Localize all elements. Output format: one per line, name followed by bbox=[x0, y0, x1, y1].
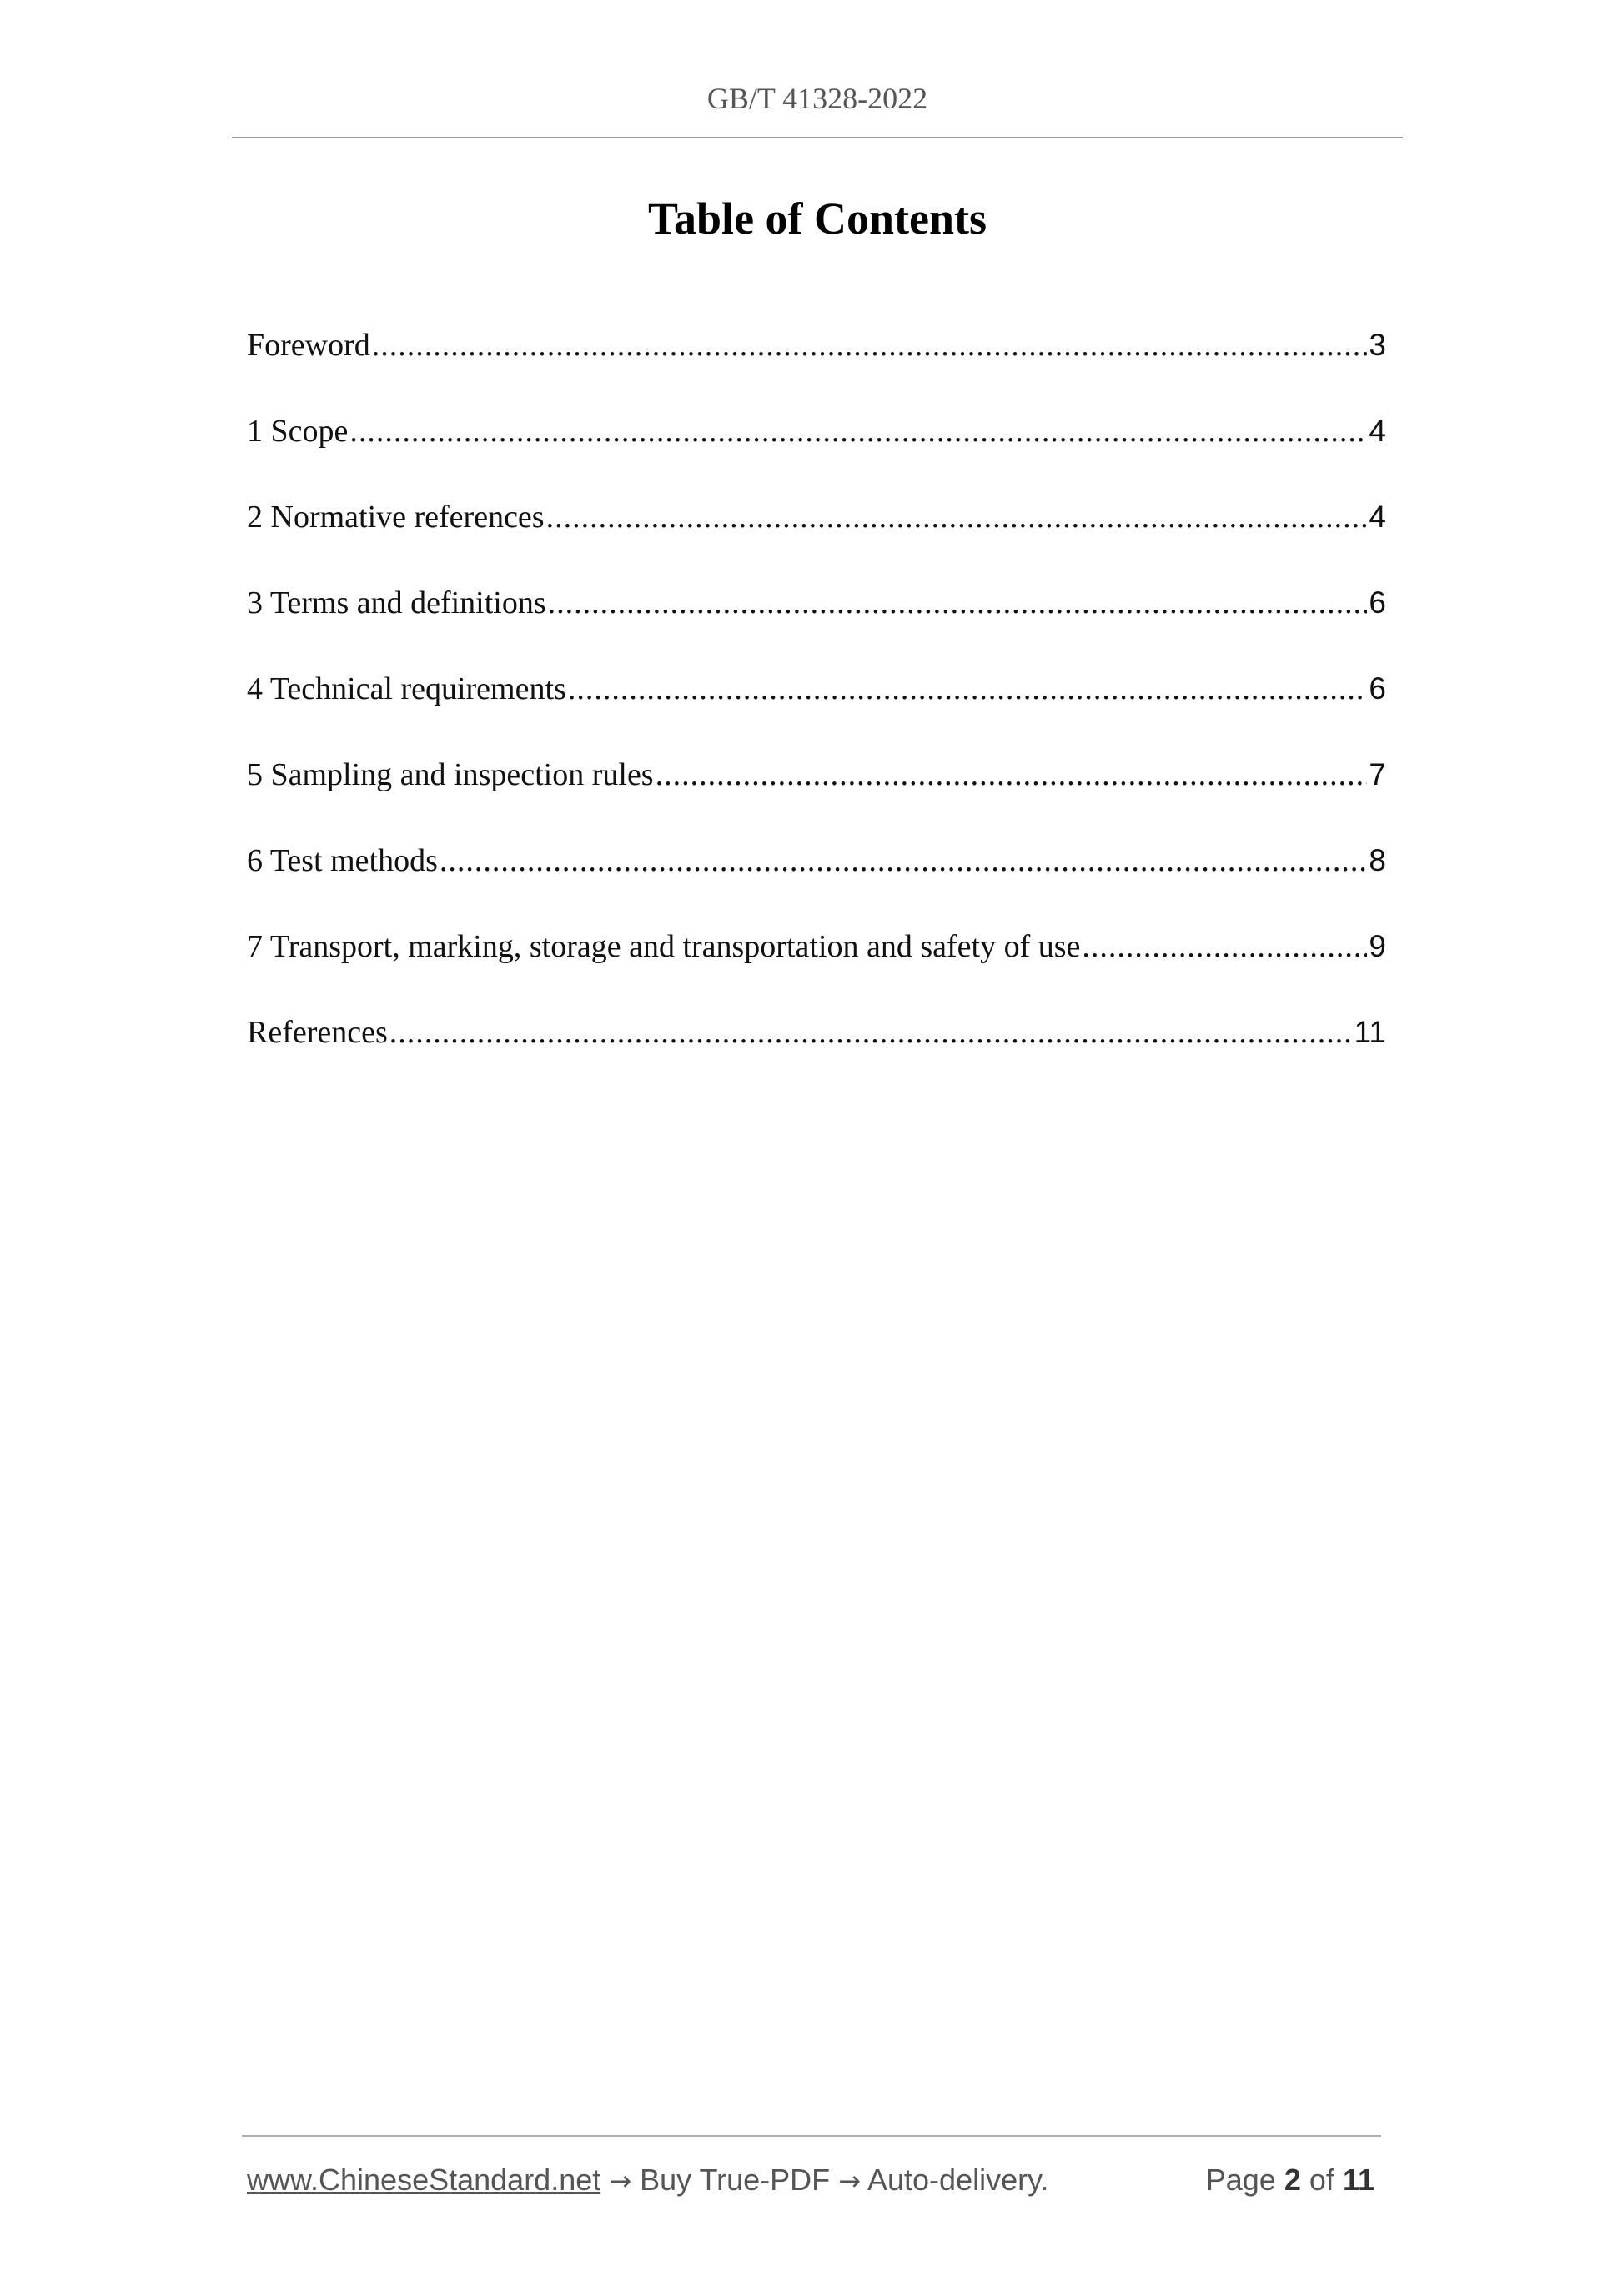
website-link[interactable]: www.ChineseStandard.net bbox=[247, 2163, 601, 2197]
footer-divider bbox=[242, 2135, 1381, 2137]
toc-leader-dots bbox=[440, 837, 1368, 884]
of-word: of bbox=[1309, 2163, 1334, 2197]
toc-entry-page: 6 bbox=[1369, 671, 1386, 706]
toc-leader-dots bbox=[546, 494, 1368, 540]
buy-true-pdf-text: Buy True-PDF bbox=[640, 2163, 831, 2197]
toc-entry-transport-marking[interactable] bbox=[247, 923, 1386, 1009]
toc-entry-page: 11 bbox=[1354, 1015, 1386, 1049]
toc-entry-page: 7 bbox=[1369, 757, 1386, 791]
toc-entry-terms-definitions[interactable] bbox=[247, 580, 1386, 666]
toc-entry-page: 9 bbox=[1369, 929, 1386, 963]
page-counter bbox=[1206, 2155, 1374, 2205]
toc-entry-scope[interactable] bbox=[247, 408, 1386, 494]
page-footer bbox=[247, 2155, 1381, 2205]
total-pages-number: 11 bbox=[1342, 2163, 1374, 2197]
document-code-header: GB/T 41328-2022 bbox=[706, 82, 928, 115]
toc-entry-page: 6 bbox=[1369, 585, 1386, 620]
toc-entry-technical-requirements[interactable] bbox=[247, 666, 1386, 751]
arrow-right-icon: → bbox=[609, 2165, 632, 2197]
toc-entry-page: 4 bbox=[1369, 414, 1386, 448]
toc-leader-dots bbox=[1082, 923, 1367, 970]
toc-entry-label: Foreword bbox=[247, 328, 370, 363]
toc-entry-page: 4 bbox=[1369, 500, 1386, 534]
toc-leader-dots bbox=[389, 1009, 1353, 1056]
toc-entry-label: 6 Test methods bbox=[247, 843, 438, 878]
toc-leader-dots bbox=[656, 751, 1368, 798]
toc-entry-test-methods[interactable] bbox=[247, 837, 1386, 923]
toc-entry-references[interactable] bbox=[247, 1009, 1386, 1095]
toc-entry-label: 1 Scope bbox=[247, 414, 349, 449]
toc-entry-normative-references[interactable] bbox=[247, 494, 1386, 580]
toc-entry-page: 8 bbox=[1369, 843, 1386, 877]
toc-entry-label: References bbox=[247, 1015, 388, 1050]
toc-entry-label: 7 Transport, marking, storage and transportation and safety of use bbox=[247, 929, 1081, 964]
toc-entry-sampling-inspection[interactable] bbox=[247, 751, 1386, 837]
toc-entry-label: 2 Normative references bbox=[247, 500, 545, 535]
page-word: Page bbox=[1205, 2163, 1276, 2197]
auto-delivery-text: Auto-delivery. bbox=[867, 2163, 1049, 2197]
footer-promo bbox=[247, 2155, 1048, 2206]
toc-list bbox=[247, 322, 1386, 1095]
toc-leader-dots bbox=[548, 580, 1368, 626]
toc-entry-label: 3 Terms and definitions bbox=[247, 585, 546, 620]
toc-title: Table of Contents bbox=[647, 193, 987, 244]
toc-entry-label: 4 Technical requirements bbox=[247, 671, 566, 706]
toc-entry-foreword[interactable] bbox=[247, 322, 1386, 408]
toc-leader-dots bbox=[372, 322, 1368, 369]
header-divider bbox=[232, 137, 1403, 138]
toc-entry-page: 3 bbox=[1369, 328, 1386, 362]
current-page-number: 2 bbox=[1284, 2163, 1301, 2197]
toc-entry-label: 5 Sampling and inspection rules bbox=[247, 757, 654, 792]
arrow-right-icon: → bbox=[838, 2165, 861, 2197]
toc-leader-dots bbox=[568, 666, 1368, 712]
toc-leader-dots bbox=[349, 408, 1367, 455]
